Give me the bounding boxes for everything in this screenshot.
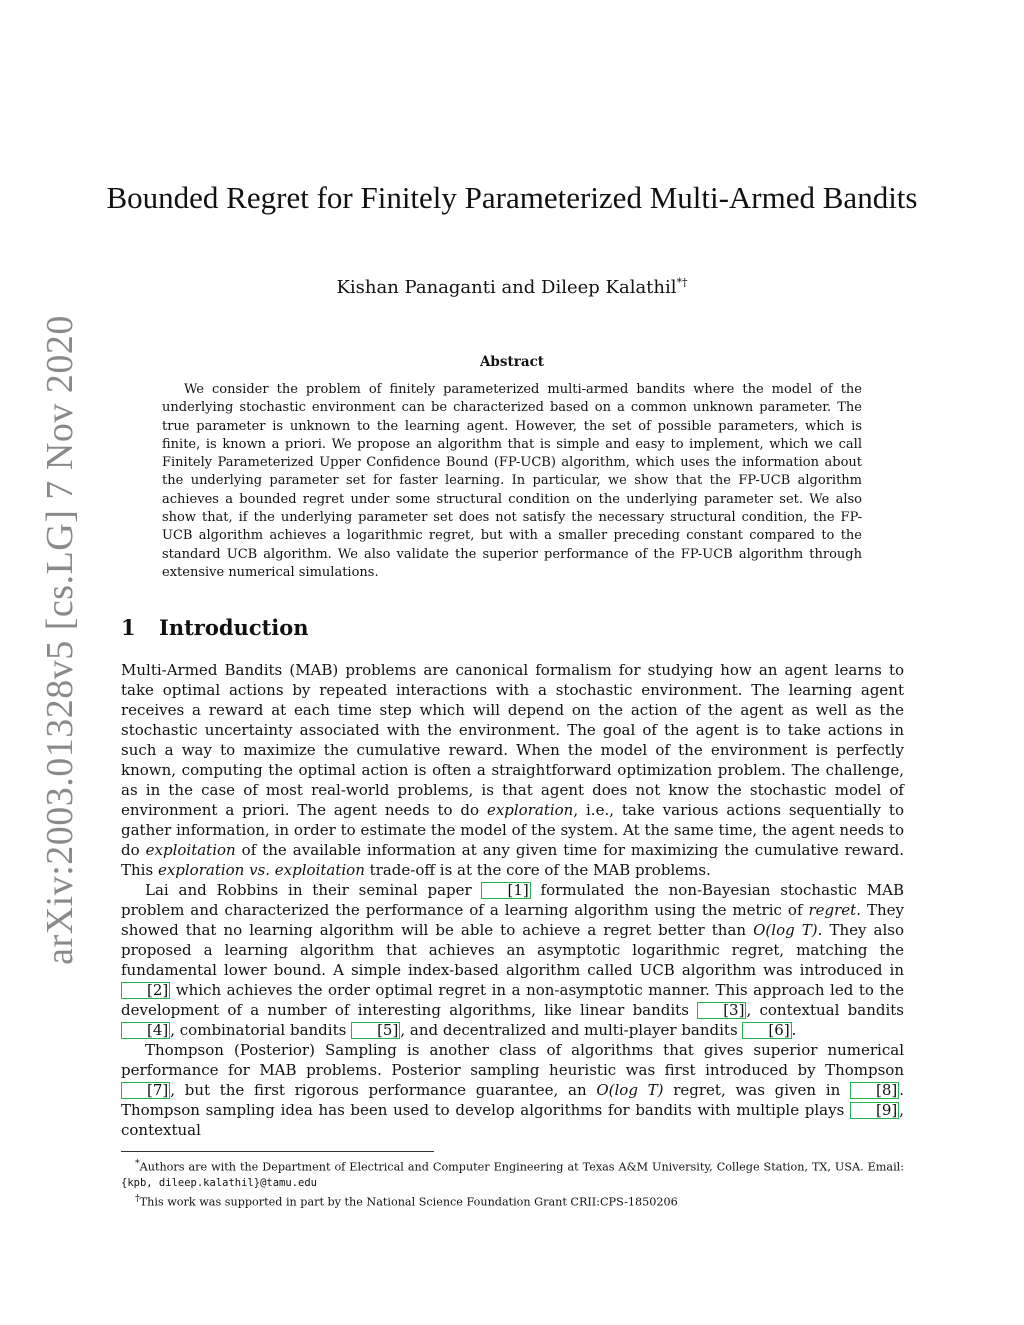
abstract-text: We consider the problem of finitely parameterized multi-armed bandits where the model of the underlying stochastic environment can be characterized based on a common unknown parameter. The true parameter is unknown to the learning agent. However, the set of possible parameters, which is finite, is known a priori. We propose an algorithm that is simple and easy to implement, which we call Finitely Parameterized Upper Confidence Bound (FP-UCB) algorithm, which uses the information about the underlying parameter set for faster learning. In particular, we show that the FP-UCB algorithm achieves a bounded regret under some structural condition on the underlying parameter set. We also show that, if the underlying parameter set does not satisfy the necessary structural condition, the FP-UCB algorithm achieves a logarithmic regret, but with a smaller preceding constant compared to the standard UCB algorithm. We also validate the superior performance of the FP-UCB algorithm through extensive numerical simulations. xyxy=(162,382,862,580)
paper-title: Bounded Regret for Finitely Parameterized Multi-Armed Bandits xyxy=(106,180,918,215)
footnote-2: †This work was supported in part by the National Science Foundation Grant CRII:CPS-1850206 xyxy=(135,1192,678,1209)
citation-link[interactable]: [8] xyxy=(850,1082,899,1099)
paragraph-3: Thompson (Posterior) Sampling is another class of algorithms that gives superior numerical performance for MAB problems. Posterior sampling heuristic was first introduced by Thompson [7] , but the first rigorous performance guarantee, an O(log T) regret, was given in [8] . Thompson sampling idea has been used to develop algorithms for bandits with multiple plays [9] , contextual xyxy=(121,1041,904,1139)
paragraph-1: Multi-Armed Bandits (MAB) problems are canonical formalism for studying how an agent learns to take optimal actions by repeated interactions with a stochastic environment. The learning agent receives a reward at each time step which will depend on the action of the agent as well as the stochastic uncertainty associated with the environment. The goal of the agent is to take actions in such a way to maximize the cumulative reward. When the model of the environment is perfectly known, computing the optimal action is often a straightforward optimization problem. The challenge, as in the case of most real-world problems, is that agent does not know the stochastic model of environment a priori. The agent needs to do exploration, i.e., take various actions sequentially to gather information, in order to estimate the model of the system. At the same time, the agent needs to do exploitation of the available information at any given time for maximizing the cumulative reward. This exploration vs. exploitation trade-off is at the core of the MAB problems. xyxy=(121,661,905,879)
citation-link[interactable]: [6] xyxy=(742,1022,791,1039)
introduction-body xyxy=(121,660,904,1140)
citation-link[interactable]: [7] xyxy=(121,1082,170,1099)
footnote-divider xyxy=(121,1151,434,1152)
author-footnote-marks: *† xyxy=(676,276,688,289)
section-number: 1 xyxy=(121,615,136,640)
author-names: Kishan Panaganti and Dileep Kalathil xyxy=(336,277,677,298)
author-emails: {kpb, dileep.kalathil}@tamu.edu xyxy=(121,1176,317,1189)
citation-link[interactable]: [9] xyxy=(850,1102,899,1119)
math-inline: O(log T) xyxy=(753,921,818,939)
abstract-heading: Abstract xyxy=(479,354,545,370)
citation-link[interactable]: [5] xyxy=(351,1022,400,1039)
author-line xyxy=(100,270,924,301)
footnotes xyxy=(121,1156,904,1209)
citation-link[interactable]: [2] xyxy=(121,982,170,999)
citation-link[interactable]: [4] xyxy=(121,1022,170,1039)
citation-link[interactable]: [3] xyxy=(697,1002,746,1019)
section-title: Introduction xyxy=(159,615,309,640)
footnote-1: *Authors are with the Department of Electrical and Computer Engineering at Texas A&M University, College Station, TX, USA. Email:{kpb, dileep.kalathil}@tamu.edu xyxy=(121,1158,904,1189)
math-inline: O(log T) xyxy=(596,1081,664,1099)
paragraph-2: Lai and Robbins in their seminal paper [1] formulated the non-Bayesian stochastic MAB problem and characterized the performance of a learning algorithm using the metric of regret. They showed that no learning algorithm will be able to achieve a regret better than O(log T). They also proposed a learning algorithm that achieves an asymptotic logarithmic regret, matching the fundamental lower bound. A simple index-based algorithm called UCB algorithm was introduced in [2] which achieves the order optimal regret in a non-asymptotic manner. This approach led to the development of a number of interesting algorithms, like linear bandits [3] , contextual bandits [4] , combinatorial bandits [5] , and decentralized and multi-player bandits [6] . xyxy=(121,881,904,1039)
arxiv-identifier: arXiv:2003.01328v5 [cs.LG] 7 Nov 2020 xyxy=(39,315,81,965)
citation-link[interactable]: [1] xyxy=(481,882,530,899)
section-heading xyxy=(121,615,309,640)
